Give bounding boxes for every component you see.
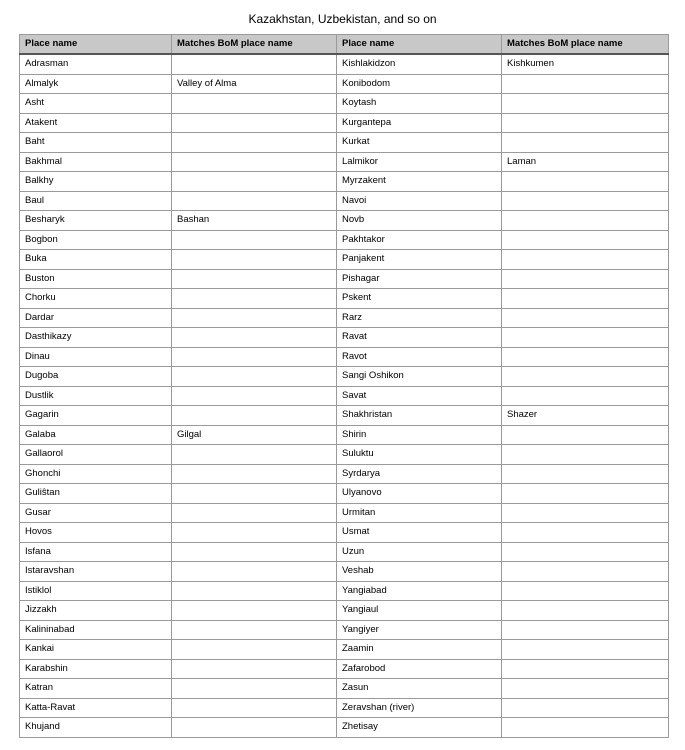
place-name-cell: Karabshin	[20, 659, 172, 679]
table-row	[20, 94, 669, 114]
bom-match-cell	[502, 523, 669, 543]
page-title: Kazakhstan, Uzbekistan, and so on	[248, 12, 437, 26]
table-row	[20, 289, 669, 309]
table-row	[20, 54, 669, 74]
bom-match-cell	[502, 172, 669, 192]
table-row	[20, 113, 669, 133]
bom-match-cell	[172, 367, 337, 387]
bom-match-cell	[172, 191, 337, 211]
table-row	[20, 679, 669, 699]
bom-match-cell	[172, 54, 337, 74]
table-row	[20, 347, 669, 367]
table-row	[20, 581, 669, 601]
bom-match-cell	[172, 172, 337, 192]
table-row	[20, 406, 669, 426]
place-name-cell: Pakhtakor	[337, 230, 502, 250]
place-name-cell: Gallaorol	[20, 445, 172, 465]
bom-match-cell	[502, 74, 669, 94]
place-name-cell: Zaamin	[337, 640, 502, 660]
table-row	[20, 601, 669, 621]
place-name-cell: Besharyk	[20, 211, 172, 231]
header-place-name-right: Place name	[337, 35, 502, 55]
bom-match-cell	[172, 601, 337, 621]
table-row	[20, 523, 669, 543]
table-row	[20, 562, 669, 582]
bom-match-cell	[502, 230, 669, 250]
place-name-cell: Urmitan	[337, 503, 502, 523]
bom-match-cell	[172, 386, 337, 406]
bom-match-cell: Gilgal	[172, 425, 337, 445]
table-row	[20, 308, 669, 328]
place-name-cell: Syrdarya	[337, 464, 502, 484]
place-names-table	[19, 34, 669, 738]
place-name-cell: Bakhmal	[20, 152, 172, 172]
header-place-name-left: Place name	[20, 35, 172, 55]
place-name-cell: Konibodom	[337, 74, 502, 94]
place-name-cell: Veshab	[337, 562, 502, 582]
bom-match-cell	[172, 94, 337, 114]
place-name-cell: Pishagar	[337, 269, 502, 289]
bom-match-cell: Kishkumen	[502, 54, 669, 74]
bom-match-cell	[172, 679, 337, 699]
place-name-cell: Galaba	[20, 425, 172, 445]
table-row	[20, 659, 669, 679]
place-name-cell: Rarz	[337, 308, 502, 328]
place-name-cell: Savat	[337, 386, 502, 406]
bom-match-cell: Valley of Alma	[172, 74, 337, 94]
bom-match-cell	[172, 718, 337, 738]
table-row	[20, 640, 669, 660]
bom-match-cell	[502, 620, 669, 640]
place-name-cell: Adrasman	[20, 54, 172, 74]
bom-match-cell	[502, 659, 669, 679]
place-name-cell: Guliŝtan	[20, 484, 172, 504]
place-name-cell: Kankai	[20, 640, 172, 660]
header-bom-match-right: Matches BoM place name	[502, 35, 669, 55]
bom-match-cell	[502, 289, 669, 309]
bom-match-cell	[172, 113, 337, 133]
place-name-cell: Gusar	[20, 503, 172, 523]
table-row	[20, 503, 669, 523]
table-row	[20, 367, 669, 387]
bom-match-cell	[172, 289, 337, 309]
bom-match-cell	[172, 659, 337, 679]
bom-match-cell	[172, 445, 337, 465]
table-row	[20, 718, 669, 738]
bom-match-cell	[502, 191, 669, 211]
bom-match-cell	[172, 152, 337, 172]
bom-match-cell	[502, 308, 669, 328]
place-name-cell: Isfana	[20, 542, 172, 562]
place-name-cell: Katran	[20, 679, 172, 699]
bom-match-cell	[172, 698, 337, 718]
bom-match-cell	[502, 328, 669, 348]
bom-match-cell	[502, 269, 669, 289]
place-name-cell: Yangiyer	[337, 620, 502, 640]
bom-match-cell: Laman	[502, 152, 669, 172]
place-name-cell: Zafarobod	[337, 659, 502, 679]
place-name-cell: Buston	[20, 269, 172, 289]
place-name-cell: Ravat	[337, 328, 502, 348]
bom-match-cell	[502, 718, 669, 738]
place-name-cell: Khujand	[20, 718, 172, 738]
bom-match-cell	[502, 94, 669, 114]
bom-match-cell	[172, 347, 337, 367]
bom-match-cell	[172, 250, 337, 270]
place-name-cell: Kurkat	[337, 133, 502, 153]
place-name-cell: Suluktu	[337, 445, 502, 465]
place-name-cell: Katta-Ravat	[20, 698, 172, 718]
place-name-cell: Chorku	[20, 289, 172, 309]
place-name-cell: Istaravshan	[20, 562, 172, 582]
bom-match-cell	[502, 679, 669, 699]
bom-match-cell	[502, 581, 669, 601]
bom-match-cell	[172, 620, 337, 640]
bom-match-cell	[502, 347, 669, 367]
place-name-cell: Dugoba	[20, 367, 172, 387]
bom-match-cell	[502, 133, 669, 153]
bom-match-cell	[172, 523, 337, 543]
place-name-cell: Dustlik	[20, 386, 172, 406]
place-name-cell: Jizzakh	[20, 601, 172, 621]
table-row	[20, 484, 669, 504]
table-row	[20, 425, 669, 445]
bom-match-cell	[502, 601, 669, 621]
table-row	[20, 269, 669, 289]
table-row	[20, 620, 669, 640]
table-row	[20, 698, 669, 718]
bom-match-cell	[502, 211, 669, 231]
place-name-cell: Usmat	[337, 523, 502, 543]
place-name-cell: Yangiabad	[337, 581, 502, 601]
place-name-cell: Panjakent	[337, 250, 502, 270]
bom-match-cell	[502, 503, 669, 523]
table-header-row	[20, 35, 669, 55]
place-name-cell: Novb	[337, 211, 502, 231]
table-row	[20, 542, 669, 562]
bom-match-cell	[502, 640, 669, 660]
table-row	[20, 211, 669, 231]
table-row	[20, 133, 669, 153]
place-name-cell: Atakent	[20, 113, 172, 133]
place-name-cell: Zhetisay	[337, 718, 502, 738]
place-name-cell: Koytash	[337, 94, 502, 114]
place-name-cell: Shakhristan	[337, 406, 502, 426]
bom-match-cell	[172, 464, 337, 484]
place-name-cell: Navoi	[337, 191, 502, 211]
table-row	[20, 445, 669, 465]
bom-match-cell	[172, 581, 337, 601]
bom-match-cell	[502, 386, 669, 406]
bom-match-cell	[502, 367, 669, 387]
bom-match-cell	[502, 250, 669, 270]
bom-match-cell	[172, 230, 337, 250]
table-body	[20, 54, 669, 737]
place-name-cell: Ravot	[337, 347, 502, 367]
bom-match-cell	[172, 640, 337, 660]
bom-match-cell	[172, 503, 337, 523]
bom-match-cell	[502, 113, 669, 133]
place-name-cell: Lalmikor	[337, 152, 502, 172]
bom-match-cell	[502, 425, 669, 445]
bom-match-cell	[172, 308, 337, 328]
table-row	[20, 230, 669, 250]
table-row	[20, 191, 669, 211]
place-name-cell: Ghonchi	[20, 464, 172, 484]
place-name-cell: Baul	[20, 191, 172, 211]
place-name-cell: Zeravshan (river)	[337, 698, 502, 718]
header-bom-match-left: Matches BoM place name	[172, 35, 337, 55]
bom-match-cell	[502, 464, 669, 484]
place-name-cell: Buka	[20, 250, 172, 270]
place-name-cell: Kurgantepa	[337, 113, 502, 133]
bom-match-cell	[502, 542, 669, 562]
place-name-cell: Shirin	[337, 425, 502, 445]
bom-match-cell	[172, 562, 337, 582]
bom-match-cell	[172, 269, 337, 289]
place-name-cell: Hovos	[20, 523, 172, 543]
place-name-cell: Dasthikazy	[20, 328, 172, 348]
table-row	[20, 464, 669, 484]
place-name-cell: Zasun	[337, 679, 502, 699]
table-row	[20, 74, 669, 94]
bom-match-cell	[502, 445, 669, 465]
place-name-cell: Yangiaul	[337, 601, 502, 621]
bom-match-cell	[502, 562, 669, 582]
table-row	[20, 328, 669, 348]
place-name-cell: Gagarin	[20, 406, 172, 426]
place-name-cell: Almalyk	[20, 74, 172, 94]
place-name-cell: Bogbon	[20, 230, 172, 250]
bom-match-cell	[172, 406, 337, 426]
bom-match-cell	[172, 542, 337, 562]
place-name-cell: Sangi Oshikon	[337, 367, 502, 387]
place-name-cell: Istiklol	[20, 581, 172, 601]
bom-match-cell	[502, 484, 669, 504]
place-name-cell: Pskent	[337, 289, 502, 309]
table-row	[20, 172, 669, 192]
place-name-cell: Kalininabad	[20, 620, 172, 640]
place-name-cell: Dinau	[20, 347, 172, 367]
place-name-cell: Ulyanovo	[337, 484, 502, 504]
place-name-cell: Myrzakent	[337, 172, 502, 192]
place-name-cell: Asht	[20, 94, 172, 114]
place-name-cell: Kishlakidzon	[337, 54, 502, 74]
bom-match-cell: Shazer	[502, 406, 669, 426]
table-row	[20, 386, 669, 406]
bom-match-cell: Bashan	[172, 211, 337, 231]
place-name-cell: Balkhy	[20, 172, 172, 192]
bom-match-cell	[172, 133, 337, 153]
place-name-cell: Baht	[20, 133, 172, 153]
bom-match-cell	[172, 484, 337, 504]
table-row	[20, 250, 669, 270]
bom-match-cell	[172, 328, 337, 348]
place-name-cell: Dardar	[20, 308, 172, 328]
table-row	[20, 152, 669, 172]
bom-match-cell	[502, 698, 669, 718]
place-name-cell: Uzun	[337, 542, 502, 562]
